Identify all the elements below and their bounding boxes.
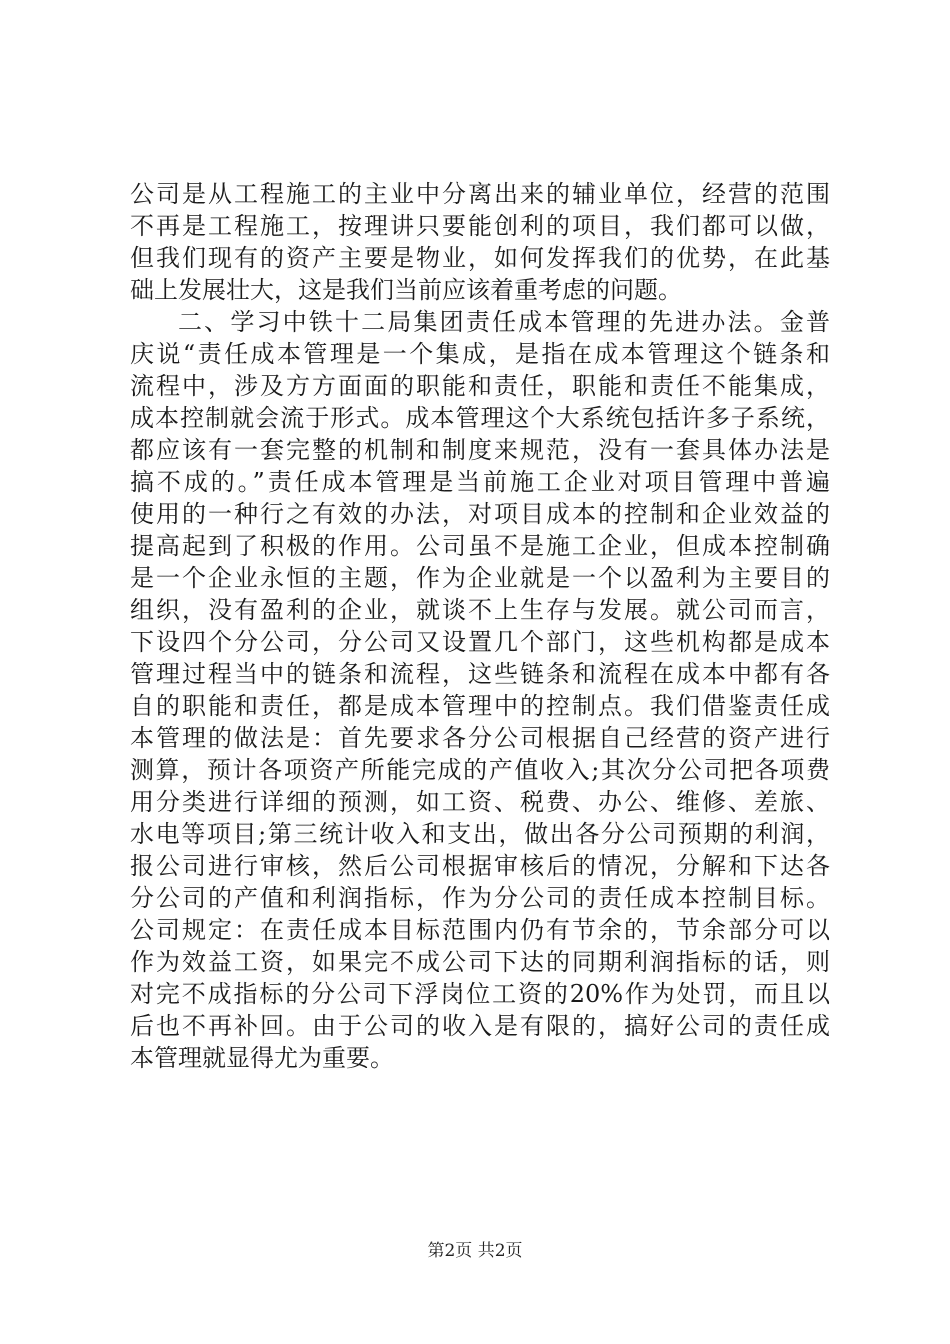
text-line: 都应该有一套完整的机制和制度来规范，没有一套具体办法是	[130, 436, 830, 464]
text-line: 管理过程当中的链条和流程，这些链条和流程在成本中都有各	[130, 660, 830, 688]
text-line: 自的职能和责任，都是成本管理中的控制点。我们借鉴责任成	[130, 692, 830, 720]
text-line: 组织，没有盈利的企业，就谈不上生存与发展。就公司而言，	[130, 596, 830, 624]
text-line: 水电等项目;第三统计收入和支出，做出各分公司预期的利润，	[130, 820, 830, 848]
text-line: 础上发展壮大，这是我们当前应该着重考虑的问题。	[130, 276, 682, 304]
text-line: 下设四个分公司，分公司又设置几个部门，这些机构都是成本	[130, 628, 830, 656]
text-line: 测算，预计各项资产所能完成的产值收入;其次分公司把各项费	[130, 756, 830, 784]
text-line: 庆说“责任成本管理是一个集成，是指在成本管理这个链条和	[130, 340, 830, 368]
text-line: 使用的一种行之有效的办法，对项目成本的控制和企业效益的	[130, 500, 830, 528]
text-line: 是一个企业永恒的主题，作为企业就是一个以盈利为主要目的	[130, 564, 830, 592]
text-line: 流程中，涉及方方面面的职能和责任，职能和责任不能集成，	[130, 372, 830, 400]
text-line: 后也不再补回。由于公司的收入是有限的，搞好公司的责任成	[130, 1012, 830, 1040]
text-line: 报公司进行审核，然后公司根据审核后的情况，分解和下达各	[130, 852, 830, 880]
text-line: 对完不成指标的分公司下浮岗位工资的20%作为处罚，而且以	[130, 980, 830, 1008]
text-line: 本管理的做法是：首先要求各分公司根据自己经营的资产进行	[130, 724, 830, 752]
text-line: 公司规定：在责任成本目标范围内仍有节余的，节余部分可以	[130, 916, 830, 944]
text-line: 不再是工程施工，按理讲只要能创利的项目，我们都可以做，	[130, 212, 830, 240]
text-line: 分公司的产值和利润指标，作为分公司的责任成本控制目标。	[130, 884, 830, 912]
page-footer	[0, 1240, 950, 1262]
text-line: 作为效益工资，如果完不成公司下达的同期利润指标的话，则	[130, 948, 830, 976]
text-line: 本管理就显得尤为重要。	[130, 1044, 394, 1072]
body-text	[130, 178, 830, 1074]
text-line: 公司是从工程施工的主业中分离出来的辅业单位，经营的范围	[130, 180, 830, 208]
text-line: 提高起到了积极的作用。公司虽不是施工企业，但成本控制确	[130, 532, 830, 560]
page-number-label: 第2页 共2页	[427, 1241, 523, 1261]
text-line: 用分类进行详细的预测，如工资、税费、办公、维修、差旅、	[130, 788, 830, 816]
text-line: 但我们现有的资产主要是物业，如何发挥我们的优势，在此基	[130, 244, 830, 272]
section-heading-line: 二、学习中铁十二局集团责任成本管理的先进办法。金普	[178, 308, 830, 336]
text-line: 搞不成的。”责任成本管理是当前施工企业对项目管理中普遍	[130, 468, 830, 496]
text-line: 成本控制就会流于形式。成本管理这个大系统包括许多子系统，	[130, 404, 830, 432]
